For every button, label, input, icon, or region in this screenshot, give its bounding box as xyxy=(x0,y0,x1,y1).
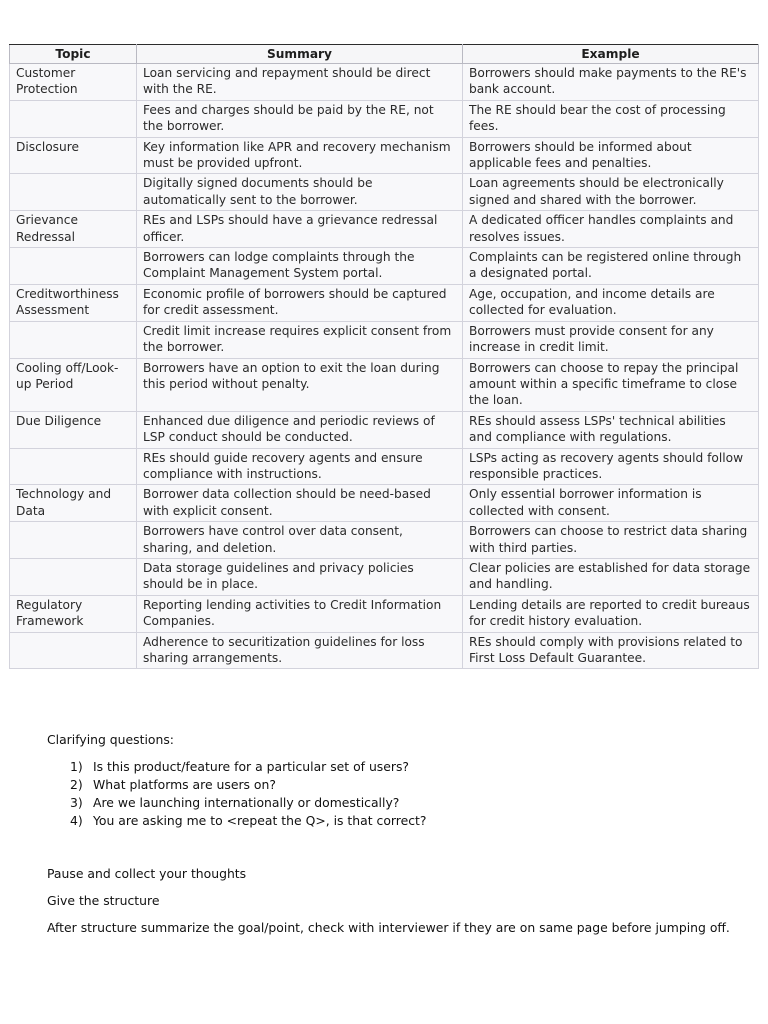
list-item-text: Is this product/feature for a particular set of users? xyxy=(93,759,410,774)
summary-cell: Reporting lending activities to Credit Information Companies. xyxy=(137,595,463,632)
interview-notes xyxy=(47,731,747,937)
example-cell: Complaints can be registered online through a designated portal. xyxy=(463,248,759,285)
list-item-text: You are asking me to <repeat the Q>, is that correct? xyxy=(93,813,427,828)
clarifying-questions-list xyxy=(70,758,747,830)
example-cell: Borrowers can choose to repay the principal amount within a specific timeframe to close the loan. xyxy=(463,358,759,411)
summary-cell: Borrowers have an option to exit the loan during this period without penalty. xyxy=(137,358,463,411)
topic-cell xyxy=(10,522,137,559)
summary-cell: Loan servicing and repayment should be direct with the RE. xyxy=(137,64,463,101)
summary-cell: Digitally signed documents should be automatically sent to the borrower. xyxy=(137,174,463,211)
example-cell: A dedicated officer handles complaints and resolves issues. xyxy=(463,211,759,248)
table-row xyxy=(10,558,759,595)
example-cell: The RE should bear the cost of processing fees. xyxy=(463,100,759,137)
pause-note: Pause and collect your thoughts xyxy=(47,866,247,881)
summary-cell: Borrowers can lodge complaints through the Complaint Management System portal. xyxy=(137,248,463,285)
example-cell: Borrowers should be informed about applicable fees and penalties. xyxy=(463,137,759,174)
example-cell: Only essential borrower information is collected with consent. xyxy=(463,485,759,522)
topic-cell xyxy=(10,248,137,285)
guidelines-table xyxy=(9,44,759,669)
table-row xyxy=(10,411,759,448)
topic-cell: Due Diligence xyxy=(10,411,137,448)
topic-cell: Cooling off/Look-up Period xyxy=(10,358,137,411)
summary-cell: Enhanced due diligence and periodic reviews of LSP conduct should be conducted. xyxy=(137,411,463,448)
clarifying-questions-heading: Clarifying questions: xyxy=(47,732,174,747)
summary-cell: REs and LSPs should have a grievance redressal officer. xyxy=(137,211,463,248)
table-header-row xyxy=(10,45,759,64)
example-cell: Loan agreements should be electronically signed and shared with the borrower. xyxy=(463,174,759,211)
topic-cell xyxy=(10,100,137,137)
list-item xyxy=(70,794,747,812)
list-item-text: Are we launching internationally or domestically? xyxy=(93,795,400,810)
table-row xyxy=(10,137,759,174)
topic-cell: Grievance Redressal xyxy=(10,211,137,248)
table-row xyxy=(10,632,759,669)
example-cell: LSPs acting as recovery agents should follow responsible practices. xyxy=(463,448,759,485)
topic-cell xyxy=(10,174,137,211)
header-topic: Topic xyxy=(10,45,137,64)
topic-cell xyxy=(10,448,137,485)
example-cell: REs should comply with provisions related to First Loss Default Guarantee. xyxy=(463,632,759,669)
topic-cell: Technology and Data xyxy=(10,485,137,522)
summarize-note: After structure summarize the goal/point, check with interviewer if they are on same page before jumping off. xyxy=(47,920,730,935)
list-item-text: What platforms are users on? xyxy=(93,777,276,792)
table-row xyxy=(10,174,759,211)
table-row xyxy=(10,64,759,101)
topic-cell: Customer Protection xyxy=(10,64,137,101)
example-cell: REs should assess LSPs' technical abilities and compliance with regulations. xyxy=(463,411,759,448)
list-item xyxy=(70,812,747,830)
summary-cell: Adherence to securitization guidelines for loss sharing arrangements. xyxy=(137,632,463,669)
summary-cell: Economic profile of borrowers should be captured for credit assessment. xyxy=(137,284,463,321)
table-row xyxy=(10,485,759,522)
summary-cell: Borrowers have control over data consent, sharing, and deletion. xyxy=(137,522,463,559)
summary-cell: Data storage guidelines and privacy policies should be in place. xyxy=(137,558,463,595)
summary-cell: Key information like APR and recovery mechanism must be provided upfront. xyxy=(137,137,463,174)
list-item-number: 2) xyxy=(70,777,83,792)
example-cell: Lending details are reported to credit bureaus for credit history evaluation. xyxy=(463,595,759,632)
summary-cell: Borrower data collection should be need-based with explicit consent. xyxy=(137,485,463,522)
table-row xyxy=(10,522,759,559)
structure-note: Give the structure xyxy=(47,893,160,908)
example-cell: Age, occupation, and income details are collected for evaluation. xyxy=(463,284,759,321)
table-row xyxy=(10,100,759,137)
topic-cell xyxy=(10,321,137,358)
table-row xyxy=(10,595,759,632)
example-cell: Borrowers can choose to restrict data sharing with third parties. xyxy=(463,522,759,559)
table-row xyxy=(10,211,759,248)
example-cell: Clear policies are established for data storage and handling. xyxy=(463,558,759,595)
topic-cell: Disclosure xyxy=(10,137,137,174)
list-item xyxy=(70,776,747,794)
table-row xyxy=(10,248,759,285)
topic-cell: Regulatory Framework xyxy=(10,595,137,632)
summary-cell: Credit limit increase requires explicit consent from the borrower. xyxy=(137,321,463,358)
table-row xyxy=(10,358,759,411)
example-cell: Borrowers should make payments to the RE's bank account. xyxy=(463,64,759,101)
summary-cell: Fees and charges should be paid by the RE, not the borrower. xyxy=(137,100,463,137)
table-row xyxy=(10,321,759,358)
table-row xyxy=(10,448,759,485)
table-row xyxy=(10,284,759,321)
summary-cell: REs should guide recovery agents and ensure compliance with instructions. xyxy=(137,448,463,485)
example-cell: Borrowers must provide consent for any increase in credit limit. xyxy=(463,321,759,358)
header-summary: Summary xyxy=(137,45,463,64)
list-item xyxy=(70,758,747,776)
topic-cell xyxy=(10,558,137,595)
topic-cell: Creditworthiness Assessment xyxy=(10,284,137,321)
list-item-number: 3) xyxy=(70,795,83,810)
list-item-number: 4) xyxy=(70,813,83,828)
header-example: Example xyxy=(463,45,759,64)
list-item-number: 1) xyxy=(70,759,83,774)
topic-cell xyxy=(10,632,137,669)
